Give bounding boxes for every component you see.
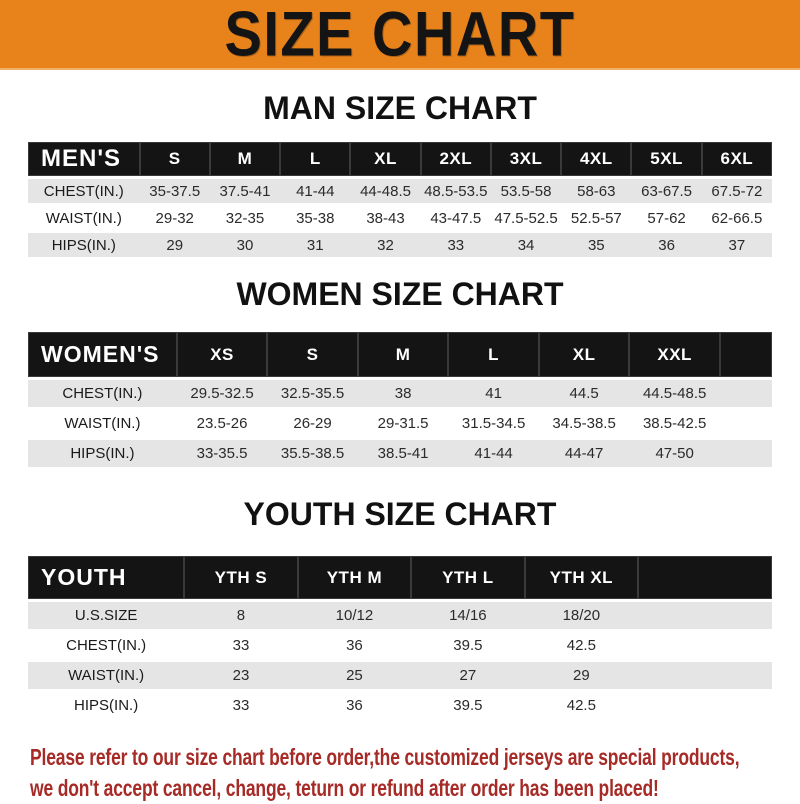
table-row [28,233,772,257]
size-value-cell: 41 [448,380,539,407]
size-value-cell: 63-67.5 [631,179,701,203]
size-value-cell: 42.5 [566,697,596,714]
size-column-header: 3XL [491,142,561,176]
row-spacer [638,692,772,719]
table-row [28,662,772,689]
size-value-cell: 34 [491,233,561,257]
size-value-cell: 23 [184,662,297,689]
size-column-header: 5XL [631,142,701,176]
size-value-cell: 14/16 [411,602,524,629]
size-column-header: XXL [629,332,720,377]
women-size-chart-table [28,329,772,470]
size-column-header: 4XL [561,142,631,176]
size-value-cell: 27 [411,662,524,689]
size-value-cell: 35-37.5 [140,179,210,203]
table-row [28,179,772,203]
table-row [28,440,772,467]
group-label: MEN'S [28,142,140,176]
size-column-header: M [358,332,449,377]
size-column-header: L [448,332,539,377]
size-value-cell: 29 [140,233,210,257]
measurement-label: HIPS(IN.) [28,440,177,467]
notice-line-1: Please refer to our size chart before order,the customized jerseys are special products, [30,744,740,770]
size-value-cell: 47-50 [629,440,720,467]
table-row [28,632,772,659]
banner [0,0,800,70]
size-value-cell: 31 [280,233,350,257]
table-row [28,602,772,629]
size-value-cell: 48.5-53.5 [421,179,491,203]
size-value-cell: 44-48.5 [350,179,420,203]
size-value-cell: 32 [350,233,420,257]
women-size-chart-section [0,276,800,470]
size-value-cell: 41-44 [448,440,539,467]
group-label: YOUTH [28,556,184,599]
header-spacer [720,332,772,377]
size-column-header: 6XL [702,142,772,176]
size-value-cell: 23.5-26 [196,415,248,432]
notice-line-2: we don't accept cancel, change, teturn or refund after order has been placed! [30,775,659,801]
table-body [28,380,772,467]
size-value-cell: 32.5-35.5 [267,380,358,407]
size-value-cell: 30 [210,233,280,257]
size-value-cell: 44.5-48.5 [629,380,720,407]
table-row [28,380,772,407]
man-size-chart-title: MAN SIZE CHART [263,89,537,127]
size-value-cell: 25 [298,662,411,689]
man-size-chart-section [0,90,800,260]
order-notice [0,722,800,804]
table-row [28,692,772,719]
size-value-cell: 29-32 [155,209,194,227]
measurement-label: WAIST(IN.) [64,415,141,432]
size-column-header: YTH S [184,556,297,599]
size-value-cell: 42.5 [566,637,596,654]
measurement-label: WAIST(IN.) [45,209,122,227]
table-body [28,179,772,257]
measurement-label: U.S.SIZE [28,602,184,629]
size-value-cell: 53.5-58 [491,179,561,203]
size-value-cell: 39.5 [453,637,483,654]
size-value-cell: 33 [232,637,250,654]
size-chart-sections [0,90,800,722]
header-row [28,142,772,176]
size-column-header: 2XL [421,142,491,176]
size-value-cell: 47.5-52.5 [494,209,558,227]
size-column-header: S [267,332,358,377]
size-column-header: YTH M [298,556,411,599]
size-value-cell: 39.5 [453,697,483,714]
size-value-cell: 58-63 [561,179,631,203]
size-value-cell: 43-47.5 [430,209,482,227]
size-value-cell: 67.5-72 [702,179,772,203]
size-value-cell: 62-66.5 [711,209,763,227]
size-column-header: XL [539,332,630,377]
size-value-cell: 38-43 [366,209,405,227]
size-value-cell: 35-38 [296,209,335,227]
row-spacer [638,602,772,629]
header-spacer [638,556,772,599]
row-spacer [638,632,772,659]
header-row [28,556,772,599]
measurement-label: CHEST(IN.) [28,380,177,407]
measurement-label: HIPS(IN.) [74,697,139,714]
size-column-header: YTH L [411,556,524,599]
size-value-cell: 33 [421,233,491,257]
size-value-cell: 8 [184,602,297,629]
size-column-header: XS [177,332,268,377]
measurement-label: CHEST(IN.) [66,637,147,654]
size-value-cell: 36 [631,233,701,257]
size-value-cell: 57-62 [647,209,686,227]
size-value-cell: 52.5-57 [570,209,622,227]
table-row [28,410,772,437]
size-value-cell: 38.5-42.5 [642,415,707,432]
size-value-cell: 29-31.5 [377,415,429,432]
size-value-cell: 35.5-38.5 [267,440,358,467]
size-value-cell: 37.5-41 [210,179,280,203]
row-spacer [720,380,772,407]
size-value-cell: 44.5 [539,380,630,407]
size-column-header: M [210,142,280,176]
youth-size-chart-section [0,496,800,722]
women-size-chart-title: WOMEN SIZE CHART [236,275,564,313]
page-title: SIZE CHART [224,0,576,69]
size-value-cell: 38 [358,380,449,407]
size-value-cell: 33 [232,697,250,714]
size-column-header: XL [350,142,420,176]
table-body [28,602,772,719]
row-spacer [720,440,772,467]
size-value-cell: 44-47 [539,440,630,467]
table-header [28,556,772,599]
size-column-header: L [280,142,350,176]
size-value-cell: 41-44 [280,179,350,203]
size-value-cell: 29.5-32.5 [177,380,268,407]
measurement-label: WAIST(IN.) [28,662,184,689]
header-row [28,332,772,377]
youth-size-chart-title: YOUTH SIZE CHART [243,495,557,533]
table-row [28,206,772,230]
size-value-cell: 26-29 [293,415,332,432]
table-header [28,142,772,176]
size-value-cell: 31.5-34.5 [461,415,526,432]
size-value-cell: 33-35.5 [177,440,268,467]
size-column-header: S [140,142,210,176]
size-value-cell: 32-35 [225,209,265,227]
size-value-cell: 36 [346,637,363,654]
size-column-header: YTH XL [525,556,639,599]
size-value-cell: 10/12 [298,602,411,629]
size-value-cell: 29 [525,662,639,689]
row-spacer [720,410,772,437]
youth-size-chart-table [28,553,772,722]
man-size-chart-table [28,139,772,260]
measurement-label: HIPS(IN.) [28,233,140,257]
size-value-cell: 37 [702,233,772,257]
table-header [28,332,772,377]
size-value-cell: 36 [346,697,363,714]
measurement-label: CHEST(IN.) [28,179,140,203]
row-spacer [638,662,772,689]
size-value-cell: 35 [561,233,631,257]
size-value-cell: 34.5-38.5 [552,415,616,432]
size-value-cell: 18/20 [525,602,639,629]
size-value-cell: 38.5-41 [358,440,449,467]
group-label: WOMEN'S [28,332,177,377]
